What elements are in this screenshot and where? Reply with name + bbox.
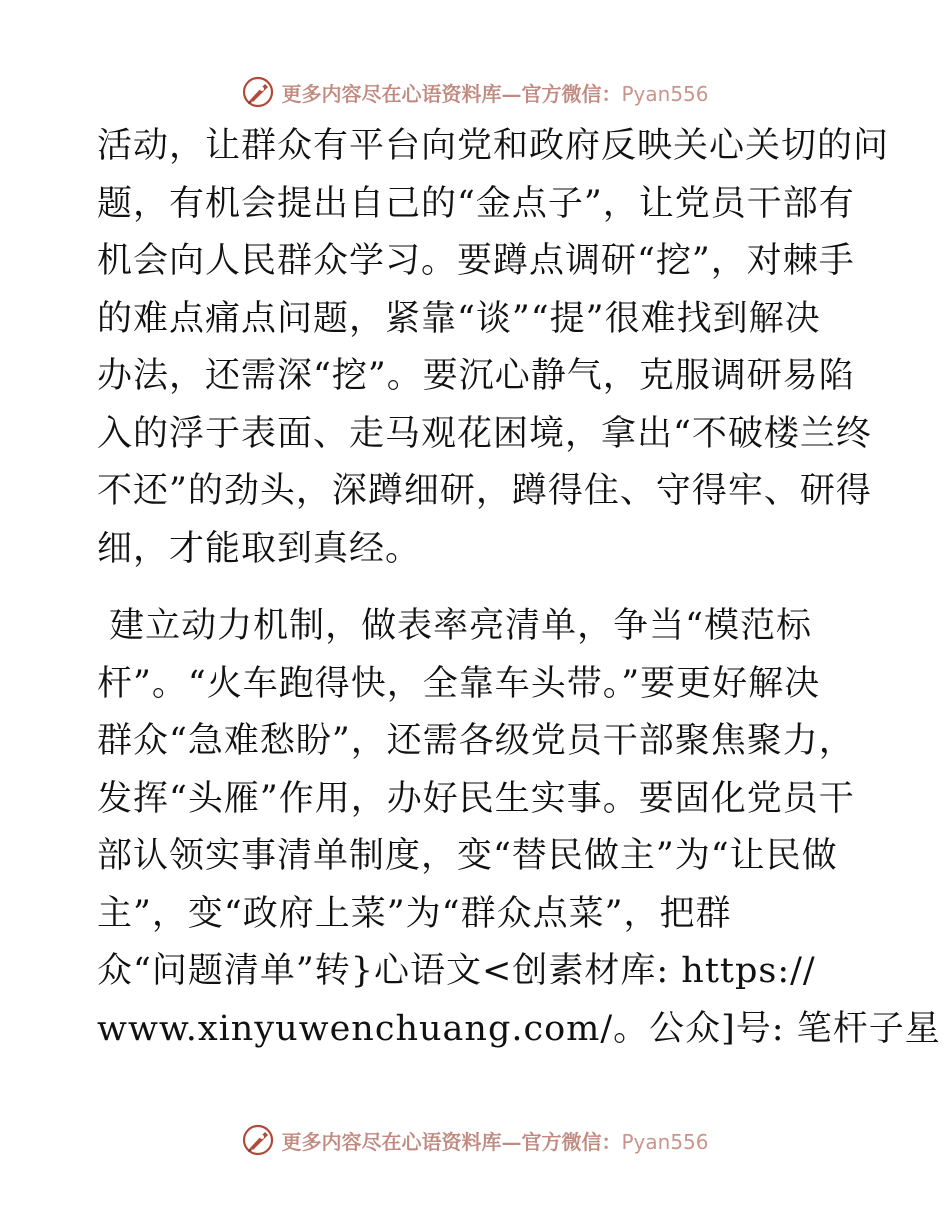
text-line: 机会向人民群众学习。要蹲点调研“挖”，对棘手 [97, 241, 855, 281]
header-banner [0, 72, 950, 112]
text-line: 细，才能取到真经。 [97, 528, 422, 569]
text-line: 建立动力机制，做表率亮清单，争当“模范标 [97, 606, 813, 646]
text-line: 题，有机会提出自己的“金点子”，让党员干部有 [97, 183, 855, 224]
text-line: 发挥“头雁”作用，办好民生实事。要固化党员干 [97, 778, 855, 819]
paragraph-1 [97, 118, 890, 578]
quill-pen-logo-icon [241, 75, 275, 109]
footer-wechat-id: Pyan556 [621, 1129, 709, 1154]
text-line: 众“问题清单”转}心语文<创素材库: https:// [97, 951, 816, 991]
text-line: 办法，还需深“挖”。要沉心静气，克服调研易陷 [97, 356, 855, 396]
quill-pen-logo-icon [241, 1123, 275, 1157]
paragraph-2 [97, 598, 941, 1058]
text-line: 的难点痛点问题，紧靠“谈”“提”很难找到解决 [97, 298, 821, 339]
footer-banner-label: 更多内容尽在心语资料库—官方微信： [281, 1129, 622, 1154]
document-body [97, 118, 941, 1058]
header-banner-text [281, 78, 708, 107]
text-line: 不还”的劲头，深蹲细研，蹲得住、守得牢、研得 [97, 471, 872, 511]
text-line: 杆”。“火车跑得快，全靠车头带。”要更好解决 [97, 663, 821, 704]
header-wechat-id: Pyan556 [621, 81, 709, 106]
text-line: 活动，让群众有平台向党和政府反映关心关切的问 [97, 126, 890, 166]
header-banner-label: 更多内容尽在心语资料库—官方微信： [281, 81, 622, 106]
footer-banner-text [281, 1126, 708, 1155]
text-line: 入的浮于表面、走马观花困境，拿出“不破楼兰终 [97, 413, 872, 454]
text-line: 部认领实事清单制度，变“替民做主”为“让民做 [97, 836, 838, 876]
text-line: 主”，变“政府上菜”为“群众点菜”，把群 [97, 893, 732, 934]
text-line: 群众“急难愁盼”，还需各级党员干部聚焦聚力， [97, 721, 855, 761]
paragraph-spacer [97, 578, 857, 598]
text-line: www.xinyuwenchuang.com/。公众]号: 笔杆子星 [97, 1008, 941, 1049]
footer-banner [0, 1120, 950, 1160]
